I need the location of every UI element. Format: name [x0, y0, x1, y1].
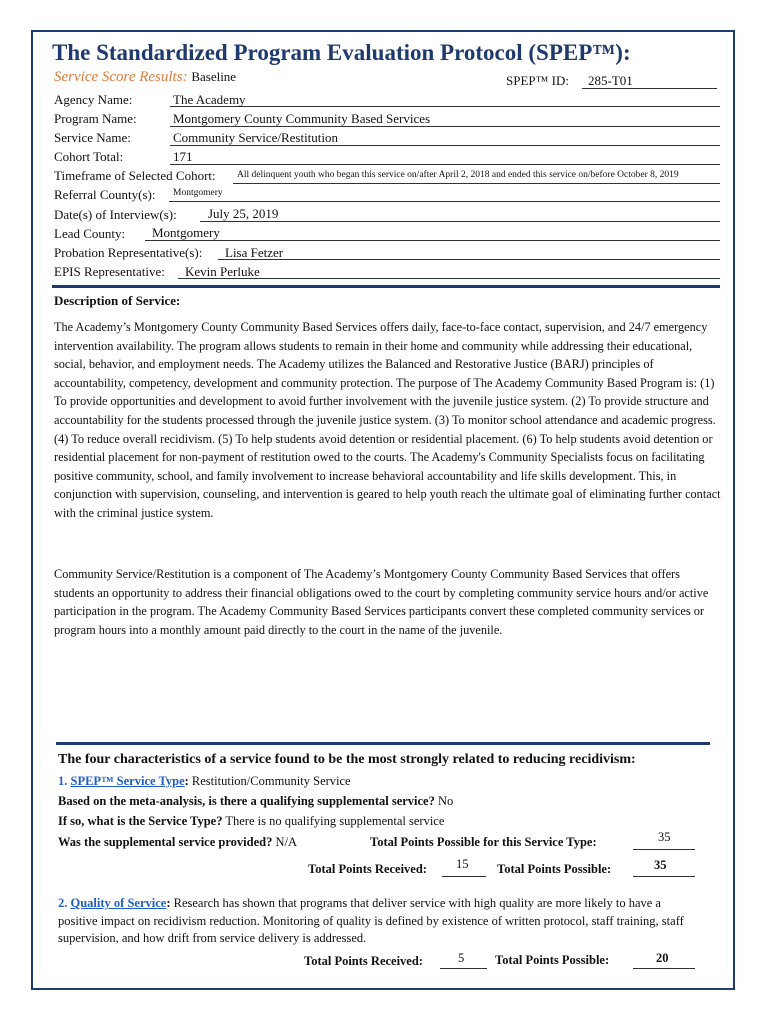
quality-link[interactable]: Quality of Service: [70, 896, 167, 910]
points-possible-label-1: Total Points Possible:: [497, 862, 612, 876]
spep-id-label: SPEP™ ID:: [506, 73, 569, 88]
points-received-label-2: Total Points Received:: [304, 954, 423, 968]
service-type-number: 1.: [58, 774, 68, 788]
points-possible-value-2: 20: [656, 951, 669, 965]
points-possible-label-2: Total Points Possible:: [495, 953, 610, 967]
referral-county-value: Montgomery: [173, 188, 223, 198]
spep-id-value: 285-T01: [588, 73, 633, 88]
quality-colon: :: [166, 896, 171, 910]
probation-rep-label: Probation Representative(s):: [54, 245, 203, 260]
service-type-colon: :: [184, 774, 189, 788]
quality-text: Research has shown that programs that deliver service with high quality are more likely to have a positive impact on recidivism reduction. Monitoring of quality is defined by existence of written protocol, staff training, staff supervision, and how drift from service delivery is addressed.: [58, 896, 684, 945]
points-received-value-1: 15: [456, 857, 469, 871]
service-name-value: Community Service/Restitution: [173, 130, 339, 145]
epis-rep-label: EPIS Representative:: [54, 264, 165, 279]
characteristics-heading: The four characteristics of a service found to be the most strongly related to reducing recidivism:: [58, 752, 636, 767]
points-possible-value-1: 35: [654, 858, 667, 872]
service-name-label: Service Name:: [54, 130, 131, 145]
supplemental-answer: No: [437, 794, 454, 808]
service-type-question-text: If so, what is the Service Type?: [58, 814, 223, 828]
agency-name-value: The Academy: [173, 92, 246, 107]
epis-rep-value: Kevin Perluke: [185, 264, 260, 279]
timeframe-value: All delinquent youth who began this service on/after April 2, 2018 and ended this service on/before October 8, 2019: [237, 170, 679, 180]
program-name-label: Program Name:: [54, 111, 137, 126]
service-type-question: [58, 814, 444, 829]
points-received-label-1: Total Points Received:: [308, 862, 427, 876]
provided-answer: N/A: [275, 835, 298, 849]
program-name-value: Montgomery County Community Based Services: [173, 111, 431, 126]
service-type-link[interactable]: SPEP™ Service Type: [70, 774, 185, 788]
agency-name-label: Agency Name:: [54, 92, 133, 107]
section-divider-2: [56, 742, 710, 745]
service-type-value: Restitution/Community Service: [191, 774, 351, 788]
cohort-total-label: Cohort Total:: [54, 149, 124, 164]
cohort-total-value: 171: [173, 149, 193, 164]
provided-question-text: Was the supplemental service provided?: [58, 835, 273, 849]
quality-paragraph: [58, 895, 698, 948]
service-type-answer: There is no qualifying supplemental service: [225, 814, 445, 828]
supplemental-question: [58, 794, 453, 809]
description-paragraph-1: The Academy’s Montgomery County Community Based Services offers daily, face-to-face contact, supervision, and 24/7 emergency intervention availability. The program allows students to remain in their home and community while addressing their educational, social, behavior, and employment needs. The Academy utilizes the Balanced and Restorative Justice (BARJ) principles of accountability, competency, development and community protection. The purpose of The Academy Community Based Program is: (1) To provide opportunities and development to avoid further involvement with the juvenile justice system. (2) To provide structure and accountability for the students processed through the juvenile justice system. (3) To monitor school attendance and academic progress. (4) To reduce overall recidivism. (5) To help students avoid detention or residential placement. (6) To help students avoid detention or residential placement for non-payment of restitution owed to the courts. The Academy's Community Specialists focus on facilitating positive community, school, and family involvement to increase behavioral accountability and life skills development. This, in conjunction with supervision, counseling, and intervention is geared to help youth reach the ultimate goal of eliminating further contact with the criminal justice system.: [54, 320, 721, 520]
service-score-results: [54, 69, 236, 86]
points-possible-type-label: Total Points Possible for this Service Type:: [370, 835, 597, 849]
service-type-line: [58, 774, 351, 789]
section-divider: [52, 285, 720, 288]
interview-dates-value: July 25, 2019: [208, 206, 279, 221]
points-received-value-2: 5: [458, 951, 465, 965]
referral-county-label: Referral County(s):: [54, 187, 156, 202]
quality-number: 2.: [58, 896, 68, 910]
lead-county-value: Montgomery: [152, 225, 220, 240]
points-possible-type-value: 35: [658, 830, 671, 844]
page-title: The Standardized Program Evaluation Protocol (SPEP™):: [52, 40, 631, 65]
interview-dates-label: Date(s) of Interview(s):: [54, 207, 177, 222]
provided-question: [58, 835, 297, 850]
service-score-value: Baseline: [191, 69, 237, 84]
service-score-label: Service Score Results:: [54, 69, 188, 85]
supplemental-question-text: Based on the meta-analysis, is there a qualifying supplemental service?: [58, 794, 435, 808]
probation-rep-value: Lisa Fetzer: [225, 245, 284, 260]
lead-county-label: Lead County:: [54, 226, 126, 241]
timeframe-label: Timeframe of Selected Cohort:: [54, 168, 216, 183]
description-paragraph-2: Community Service/Restitution is a component of The Academy’s Montgomery County Community Based Services that offers students an opportunity to address their financial obligations owed to the court by completing community service hours and/or active participation in the program. The Academy Community Based Services participants convert these completed community services or program hours into a monthly amount paid directly to the court in the name of the juvenile.: [54, 567, 709, 637]
description-heading: Description of Service:: [54, 293, 181, 308]
